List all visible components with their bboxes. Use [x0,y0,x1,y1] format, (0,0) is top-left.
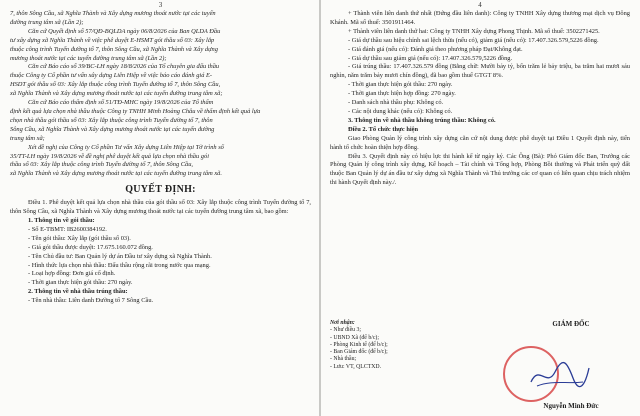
detail-item: - Thời gian thực hiện gói thầu: 270 ngày. [348,81,453,89]
doc-line: thầu số 03: Xây lắp thuộc công trình Tuyến đường tổ 7, thôn Sông Cầu, [10,161,193,169]
bid-info-item: - Số E-TBMT: IB2600384192. [28,225,107,233]
detail-item: - Danh sách nhà thầu phụ: Không có. [348,99,444,107]
doc-line: 7, thôn Sông Cầu, xã Nghĩa Thành và Xây dựng mương thoát nước tại các tuyến [10,10,216,17]
doc-line: xã Nghĩa Thành và Xây dựng mương thoát nước tại các tuyến đường trung tâm xã. [10,170,222,178]
doc-line: trung tâm xã; [10,134,45,142]
doc-line: đường trung tâm xã (Lần 2); [10,18,84,26]
recipient: - Lưu: VT, QLCTXD. [330,363,382,370]
bid-info-item: - Tên gói thầu: Xây lắp (gói thầu số 03). [28,234,131,242]
member-1: + Thành viên liên danh thứ nhất (Đứng đầu liên danh): Công ty TNHH Xây dựng thương mại dịch vụ Đông Khánh. Mã số thuế: 3501911464. [330,10,630,26]
signature-mark [527,358,593,392]
page-number: 3 [158,1,163,9]
signer-name: Nguyễn Minh Đức [543,402,599,410]
recipient: - Như điều 3; [330,327,361,334]
doc-line: Sông Cầu, xã Nghĩa Thành và Xây dựng mương thoát nước tại các tuyến đường [10,125,215,133]
article-3: Điều 3. Quyết định này có hiệu lực thi hành kể từ ngày ký. Các Ông (Bà): Phó Giám đốc Ban, Trưởng các Phòng Quản lý công trình xây dựng, Kế hoạch – Tài chính và Tổng hợp, Phòng Bồi thường và Phát triển quỹ đất thuộc Ban Quản lý dự án đầu tư xây dựng xã Nghĩa Thành và Thủ trưởng các cơ quan có liên quan chịu trách nhiệm thi hành Quyết định này./. [330,152,630,187]
section-1-title: 1. Thông tin về gói thầu: [28,217,95,225]
recipient: - Nhà thầu; [330,356,357,363]
page-4 [321,0,640,416]
adjusted-price: - Giá dự thầu sau hiệu chỉnh sai lệch thừa (nếu có), giảm giá (nếu có): 17.407.326.579,5226 đồng. [348,36,599,44]
doc-line: Căn cứ Báo cáo thẩm định số 51/TĐ-MHC ngày 19/8/2026 của Tổ thẩm [28,99,214,107]
winning-price: - Giá trúng thầu: 17.407.326.579 đồng (Bằng chữ: Mười bảy tỷ, bốn trăm lẻ bảy triệu, ba trăm hai mươi sáu nghìn, năm trăm bảy mươi chín đồng), đã bao gồm thuế GTGT 8%. [330,63,630,80]
recipient: - Ban Giám đốc (để b/c); [330,349,388,356]
recipients-block [330,320,440,371]
doc-line: xã Nghĩa Thành và Xây dựng mương thoát nước tại các tuyến đường trung tâm xã; [10,90,223,98]
page-number: 4 [478,1,482,9]
doc-line: thuộc công trình Tuyến đường tổ 7, thôn Sông Cầu, xã Nghĩa Thành và Xây dựng [10,45,218,53]
recipient: - UBND Xã (để b/c); [330,334,379,341]
section-3-title: 3. Thông tin về nhà thầu không trúng thầu: Không có. [348,116,496,124]
doc-line: mương thoát nước tại các tuyến đường trung tâm xã (Lần 2); [10,54,167,62]
doc-line: thuộc Công ty Cổ phần tư vấn xây dựng Liên Hiệp về việc báo cáo đánh giá E- [10,72,213,80]
article-2: Điều 2. Tổ chức thực hiện [348,125,419,133]
section-2-title: 2. Thông tin về nhà thầu trúng thầu: [28,288,128,296]
evaluation-price: - Giá đánh giá (nếu có): Đánh giá theo phương pháp Đạt/Không đạt. [348,45,523,53]
discounted-price: - Giá dự thầu sau giảm giá (nếu có): 17.407.326.579,5226 đồng. [348,54,513,62]
doc-line: tư xây dựng xã Nghĩa Thành về việc phê duyệt E-HSMT gói thầu số 03: Xây lắp [10,36,215,44]
doc-line: Căn cứ Quyết định số 57/QĐ-BQLDA ngày 06/8/2026 của Ban QLDA Đầu [28,27,221,35]
page-3 [0,0,319,416]
contractor-item: - Tên nhà thầu: Liên danh Đường tổ 7 Sông Cầu. [28,297,154,305]
doc-line: Xét đề nghị của Công ty Cổ phần Tư vấn Xây dựng Liên Hiệp tại Tờ trình số [28,143,224,151]
bid-info-item: - Giá gói thầu được duyệt: 17.675.160.072 đồng. [28,243,153,251]
bid-info-item: - Loại hợp đồng: Đơn giá cố định. [28,270,116,278]
doc-line: 35/TT-LH ngày 19/8/2026 về đề nghị phê duyệt kết quả lựa chọn nhà thầu gói [10,152,209,160]
detail-item: - Các nội dung khác (nếu có): Không có. [348,107,453,115]
doc-line: định kết quả lựa chọn nhà thầu thuộc Công ty TNHH Minh Hoàng Châu về thẩm định kết quả lựa [10,107,261,115]
decision-heading: QUYẾT ĐỊNH: [125,184,196,196]
recipient: - Phòng Kinh tế (để b/c); [330,341,388,348]
article-2-body: Giao Phòng Quản lý công trình xây dựng căn cứ nội dung được phê duyệt tại Điều 1 Quyết định này, tiến hành tổ chức hoàn thiện hợp đồng. [330,134,630,151]
doc-line: Căn cứ Báo cáo số 39/BC-LH ngày 18/8/2026 của Tổ chuyên gia đấu thầu [28,63,220,71]
recipients-title: Nơi nhận: [330,320,355,326]
bid-info-item: - Hình thức lựa chọn nhà thầu: Đấu thầu rộng rãi trong nước qua mạng. [28,261,211,269]
signer-title: GIÁM ĐỐC [552,320,590,328]
member-2: + Thành viên liên danh thứ hai: Công ty TNHH Xây dựng Phong Thịnh. Mã số thuế: 3502271425. [348,27,600,35]
detail-item: - Thời gian thực hiện hợp đồng: 270 ngày. [348,90,456,98]
doc-line: chọn nhà thầu gói thầu số 03: Xây lắp thuộc công trình Tuyến đường tổ 7, thôn [10,116,213,124]
doc-line: HSDT gói thầu số 03: Xây lắp thuộc công trình Tuyến đường tổ 7, thôn Sông Cầu, [10,81,221,89]
bid-info-item: - Tên Chủ đầu tư: Ban Quản lý dự án Đầu tư xây dựng xã Nghĩa Thành. [28,252,212,260]
bid-info-item: - Thời gian thực hiện gói thầu: 270 ngày. [28,279,133,287]
article-1: Điều 1. Phê duyệt kết quả lựa chọn nhà thầu của gói thầu số 03: Xây lắp thuộc công trình Tuyến đường tổ 7, thôn Sông Cầu, xã Nghĩa Thành và Xây dựng mương thoát nước tại các tuyến đường trung tâm xã, bao gồm: [10,199,311,216]
